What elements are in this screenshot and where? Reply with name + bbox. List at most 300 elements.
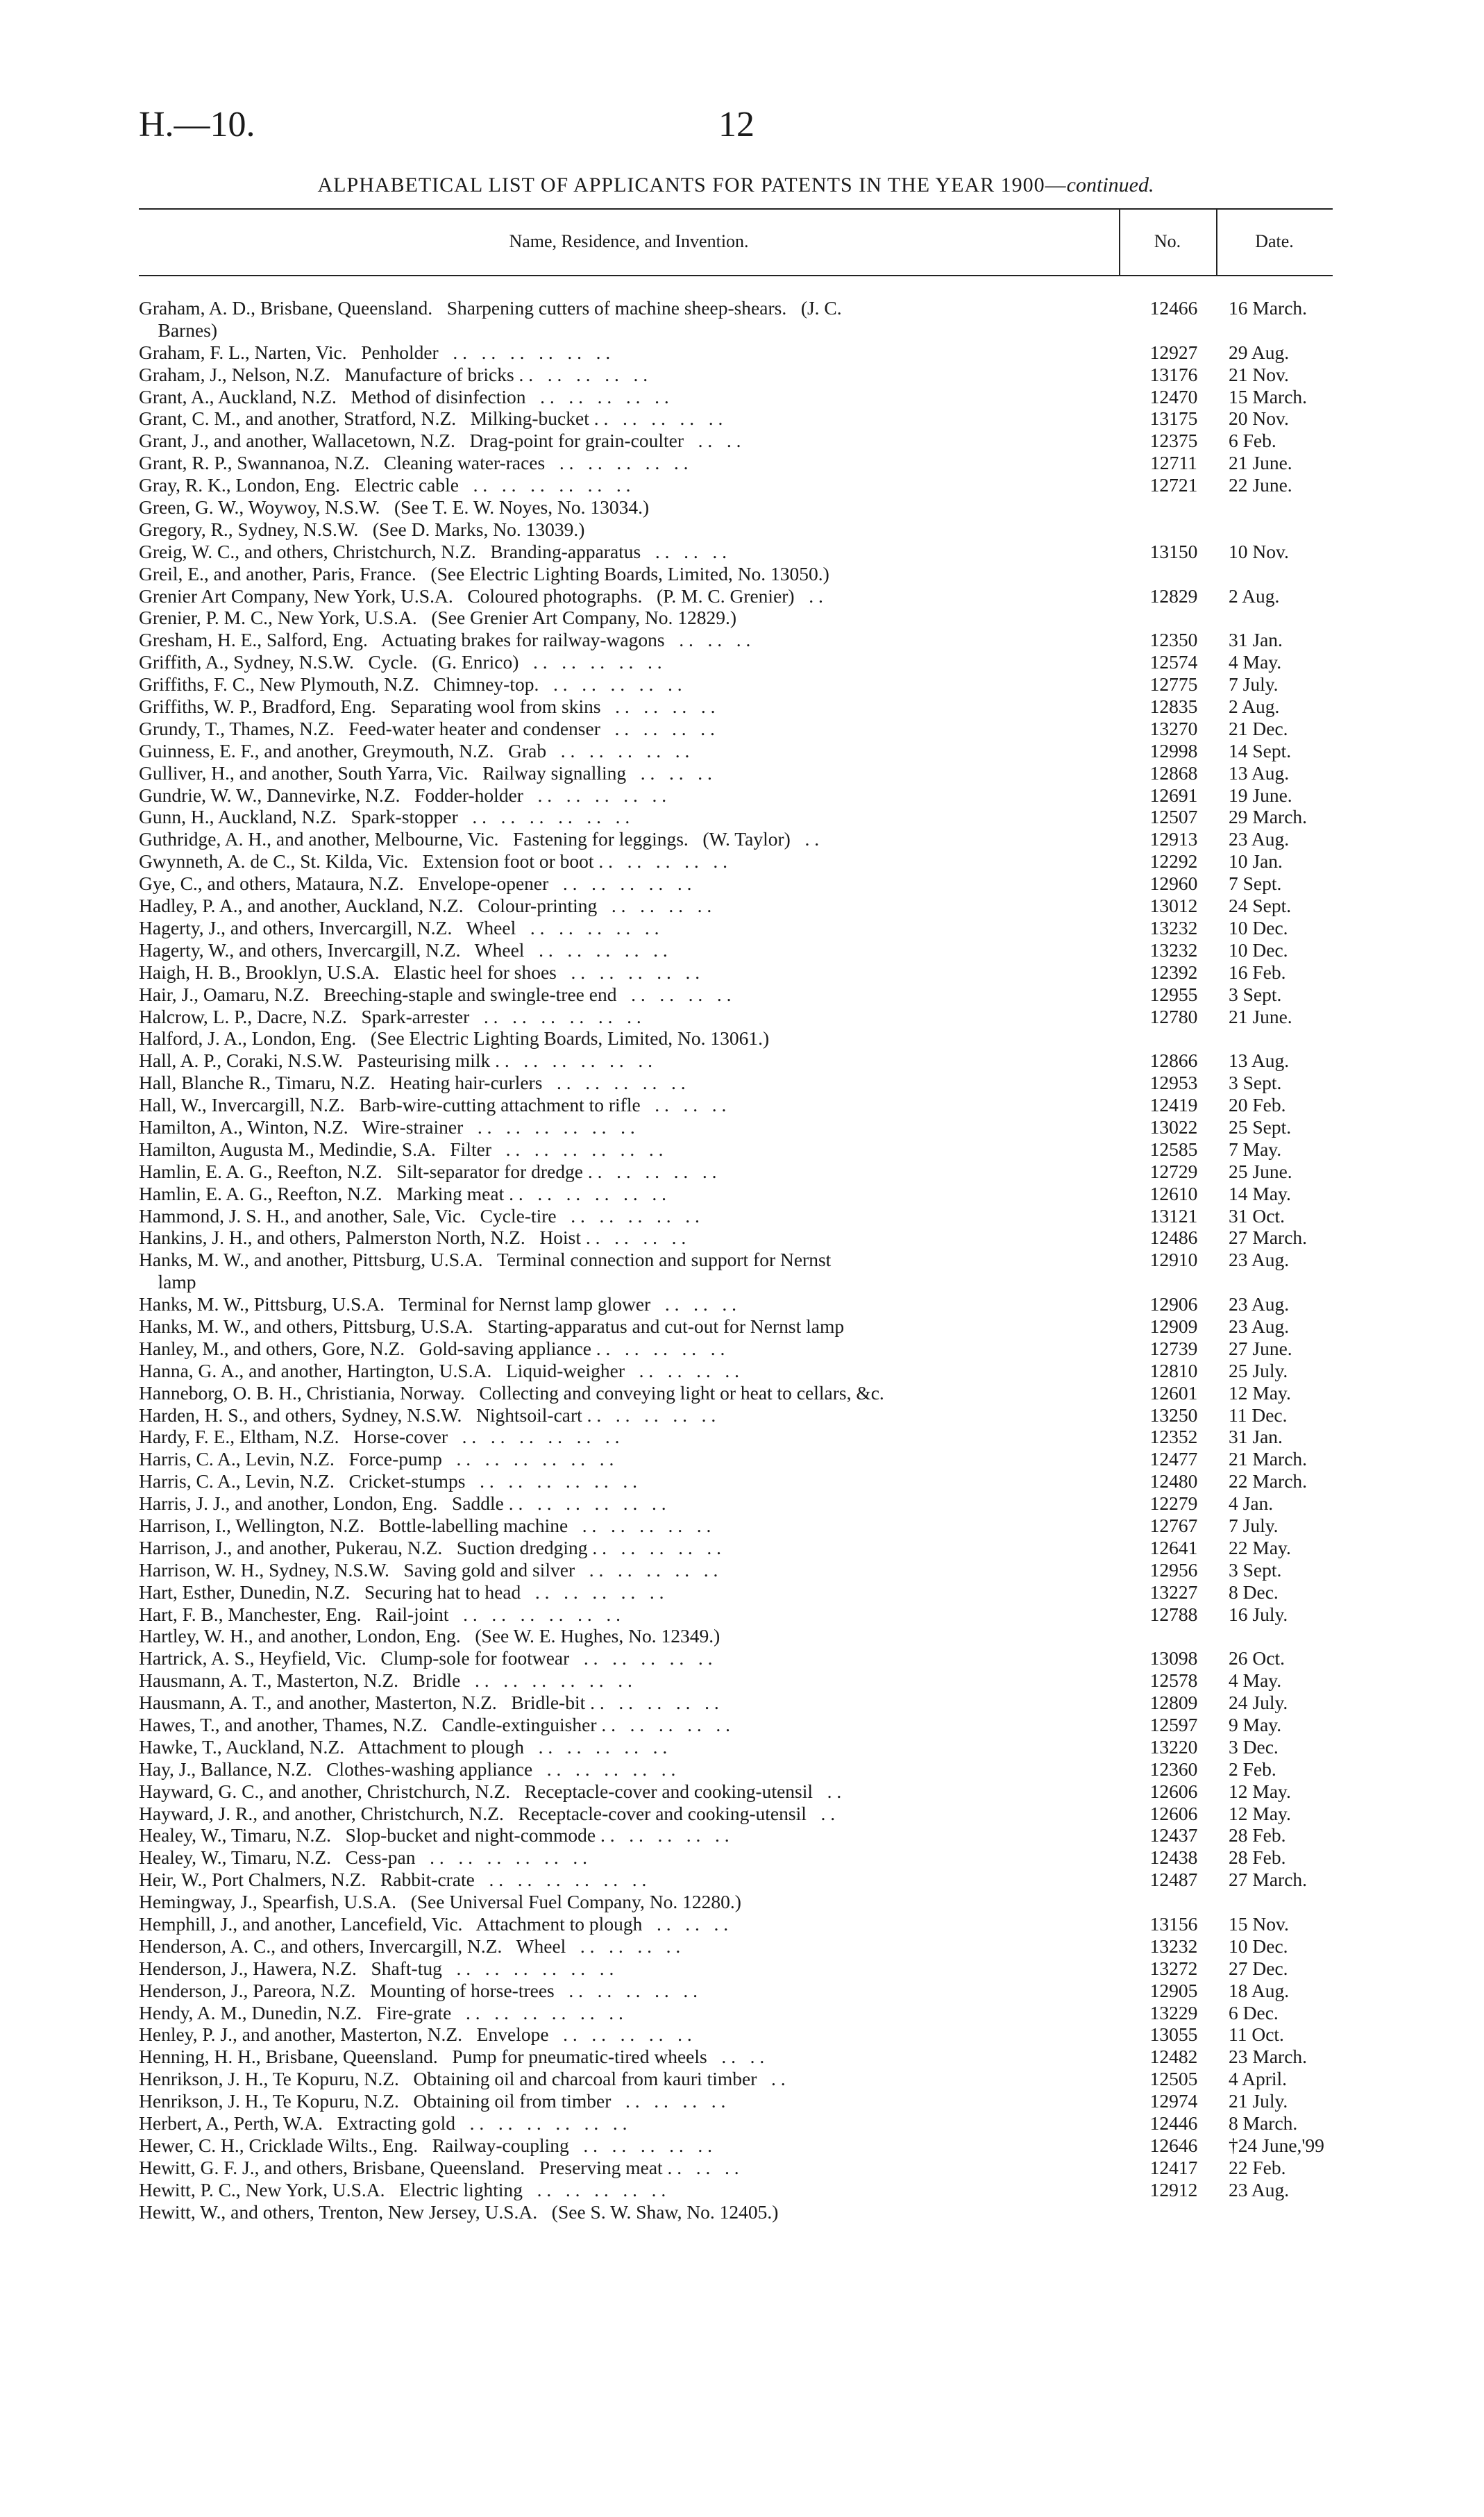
applicant-entry: Griffiths, W. P., Bradford, Eng. Separating wool from skins . . . . . . . . bbox=[139, 696, 716, 718]
table-row bbox=[139, 1006, 1333, 1028]
applicant-entry: Hart, Esther, Dunedin, N.Z. Securing hat to head . . . . . . . . . . bbox=[139, 1581, 664, 1603]
table-row bbox=[139, 452, 1333, 474]
patent-number: 12437 bbox=[1149, 1824, 1198, 1846]
application-date: 15 March. bbox=[1229, 385, 1308, 407]
table-row bbox=[139, 1183, 1333, 1205]
application-date: 25 Sept. bbox=[1229, 1116, 1292, 1138]
application-date: 21 Nov. bbox=[1229, 363, 1289, 385]
patent-number: 12910 bbox=[1149, 1249, 1198, 1271]
application-date: 29 Aug. bbox=[1229, 341, 1290, 363]
applicant-entry: Gresham, H. E., Salford, Eng. Actuating brakes for railway-wagons . . . . . . bbox=[139, 629, 751, 651]
table-row bbox=[139, 1205, 1333, 1227]
table-row bbox=[139, 1714, 1333, 1736]
patent-number: 12868 bbox=[1149, 761, 1198, 784]
patent-number: 12417 bbox=[1149, 2156, 1198, 2178]
patent-number: 12721 bbox=[1149, 474, 1198, 496]
applicant-entry: Healey, W., Timaru, N.Z. Slop-bucket and night-commode . . . . . . . . . . bbox=[139, 1824, 730, 1846]
applicant-entry: Harrison, I., Wellington, N.Z. Bottle-labelling machine . . . . . . . . . . bbox=[139, 1514, 711, 1536]
applicant-entry: Green, G. W., Woywoy, N.S.W. (See T. E. W. Noyes, No. 13034.) bbox=[139, 496, 650, 519]
applicant-entry: Henrikson, J. H., Te Kopuru, N.Z. Obtaining oil and charcoal from kauri timber . . bbox=[139, 2068, 786, 2090]
application-date: 21 July. bbox=[1229, 2090, 1288, 2112]
table-row bbox=[139, 984, 1333, 1006]
table-row bbox=[139, 1913, 1333, 1935]
applicant-entry: Hadley, P. A., and another, Auckland, N.Z. Colour-printing . . . . . . . . bbox=[139, 895, 712, 917]
applicant-entry: Hewer, C. H., Cricklade Wilts., Eng. Railway-coupling . . . . . . . . . . bbox=[139, 2134, 712, 2156]
table-row bbox=[139, 1360, 1333, 1382]
applicant-entry: Hanna, G. A., and another, Hartington, U.S.A. Liquid-weigher . . . . . . . . bbox=[139, 1359, 740, 1381]
table-row bbox=[139, 1161, 1333, 1183]
patent-number: 12438 bbox=[1149, 1846, 1198, 1869]
patent-number: 13176 bbox=[1149, 363, 1198, 385]
applicant-entry: Grenier, P. M. C., New York, U.S.A. (See Grenier Art Company, No. 12829.) bbox=[139, 607, 736, 629]
patent-number: 12606 bbox=[1149, 1802, 1198, 1824]
application-date: 8 Dec. bbox=[1229, 1581, 1279, 1603]
application-date: 19 June. bbox=[1229, 784, 1292, 806]
application-date: 14 Sept. bbox=[1229, 739, 1292, 761]
applicant-entry: Hay, J., Ballance, N.Z. Clothes-washing appliance . . . . . . . . . . bbox=[139, 1758, 676, 1780]
patent-number: 12419 bbox=[1149, 1094, 1198, 1116]
applicant-entry: Herbert, A., Perth, W.A. Extracting gold . . . . . . . . . . . . bbox=[139, 2112, 627, 2135]
table-row bbox=[139, 430, 1333, 452]
patent-number: 13175 bbox=[1149, 407, 1198, 430]
table-row bbox=[139, 1958, 1333, 1980]
application-date: 28 Feb. bbox=[1229, 1824, 1286, 1846]
applicant-entry: Hanks, M. W., and another, Pittsburg, U.S.A. Terminal connection and support for Nernst bbox=[139, 1249, 832, 1271]
application-date: 23 Aug. bbox=[1229, 828, 1290, 850]
patent-number: 13232 bbox=[1149, 1935, 1198, 1957]
application-date: 2 Aug. bbox=[1229, 696, 1280, 718]
table-row bbox=[139, 607, 1333, 629]
table-row bbox=[139, 629, 1333, 651]
application-date: 21 June. bbox=[1229, 1005, 1292, 1027]
application-date: 13 Aug. bbox=[1229, 1050, 1290, 1072]
patent-number: 12691 bbox=[1149, 784, 1198, 806]
applicant-entry: Hardy, F. E., Eltham, N.Z. Horse-cover . . . . . . . . . . . . bbox=[139, 1426, 620, 1448]
table-row bbox=[139, 1492, 1333, 1515]
table-row bbox=[139, 961, 1333, 984]
application-date: 4 April. bbox=[1229, 2068, 1288, 2090]
table-row bbox=[139, 873, 1333, 895]
application-date: 22 Feb. bbox=[1229, 2156, 1286, 2178]
application-date: 6 Dec. bbox=[1229, 2001, 1279, 2023]
table-row bbox=[139, 1138, 1333, 1161]
patent-number: 12711 bbox=[1150, 452, 1197, 474]
applicant-entry: Henley, P. J., and another, Masterton, N.Z. Envelope . . . . . . . . . . bbox=[139, 2023, 692, 2046]
patent-number: 12998 bbox=[1149, 739, 1198, 761]
table-row bbox=[139, 673, 1333, 696]
table-row bbox=[139, 651, 1333, 673]
applicant-entry: Halcrow, L. P., Dacre, N.Z. Spark-arrester . . . . . . . . . . . . bbox=[139, 1005, 641, 1027]
application-date: 27 June. bbox=[1229, 1337, 1292, 1359]
table-row bbox=[139, 1072, 1333, 1094]
applicant-entry: Hayward, G. C., and another, Christchurch, N.Z. Receptacle-cover and cooking-utensil . . bbox=[139, 1780, 842, 1802]
table-row bbox=[139, 1891, 1333, 1913]
patent-number: 12480 bbox=[1149, 1470, 1198, 1492]
table-row bbox=[139, 2112, 1333, 2135]
applicant-entry: Gregory, R., Sydney, N.S.W. (See D. Marks, No. 13039.) bbox=[139, 518, 585, 540]
application-date: 22 March. bbox=[1229, 1470, 1308, 1492]
applicant-entry: Grant, A., Auckland, N.Z. Method of disinfection . . . . . . . . . . bbox=[139, 385, 669, 407]
patent-number: 12906 bbox=[1149, 1293, 1198, 1315]
application-date: 21 March. bbox=[1229, 1448, 1308, 1470]
applicant-entry: Harris, J. J., and another, London, Eng. Saddle . . . . . . . . . . . . bbox=[139, 1492, 666, 1515]
table-row bbox=[139, 1803, 1333, 1825]
applicant-entry: Graham, F. L., Narten, Vic. Penholder . . . . . . . . . . . . bbox=[139, 341, 611, 363]
application-date: 10 Nov. bbox=[1229, 540, 1289, 562]
table-row bbox=[139, 364, 1333, 386]
table-row bbox=[139, 1094, 1333, 1116]
application-date: 23 March. bbox=[1229, 2046, 1308, 2068]
application-date: 11 Oct. bbox=[1229, 2023, 1284, 2046]
patent-number: 12352 bbox=[1149, 1426, 1198, 1448]
table-row bbox=[139, 519, 1333, 541]
patent-number: 12775 bbox=[1149, 673, 1198, 696]
patent-number: 12375 bbox=[1149, 430, 1198, 452]
table-row bbox=[139, 2090, 1333, 2112]
table-row bbox=[139, 1227, 1333, 1249]
applicant-entry: Hamlin, E. A. G., Reefton, N.Z. Marking meat . . . . . . . . . . . . bbox=[139, 1182, 666, 1204]
patent-number: 12956 bbox=[1149, 1558, 1198, 1581]
table-row bbox=[139, 2068, 1333, 2090]
applicant-entry: Grant, C. M., and another, Stratford, N.Z. Milking-bucket . . . . . . . . . . bbox=[139, 407, 723, 430]
title-main: ALPHABETICAL LIST OF APPLICANTS FOR PATENTS IN THE YEAR 1900— bbox=[317, 174, 1067, 196]
applicant-entry: Hagerty, J., and others, Invercargill, N.Z. Wheel . . . . . . . . . . bbox=[139, 916, 659, 938]
table-row bbox=[139, 1426, 1333, 1448]
applicant-entry: Harris, C. A., Levin, N.Z. Force-pump . . . . . . . . . . . . bbox=[139, 1448, 614, 1470]
application-date: 26 Oct. bbox=[1229, 1647, 1285, 1669]
patent-number: 13220 bbox=[1149, 1735, 1198, 1758]
patent-number: 12953 bbox=[1149, 1072, 1198, 1094]
patent-number: 12913 bbox=[1149, 828, 1198, 850]
applicant-entry: Gye, C., and others, Mataura, N.Z. Envelope-opener . . . . . . . . . . bbox=[139, 873, 692, 895]
patent-number: 13232 bbox=[1149, 938, 1198, 961]
applicant-entry: Guinness, E. F., and another, Greymouth, N.Z. Grab . . . . . . . . . . bbox=[139, 739, 690, 761]
application-date: 25 June. bbox=[1229, 1160, 1292, 1182]
document-reference: H.—10. bbox=[139, 105, 255, 144]
applicant-entry: Gundrie, W. W., Dannevirke, N.Z. Fodder-holder . . . . . . . . . . bbox=[139, 784, 667, 806]
patent-number: 12866 bbox=[1149, 1050, 1198, 1072]
applicant-entry: lamp bbox=[139, 1271, 196, 1293]
patent-number: 12279 bbox=[1149, 1492, 1198, 1515]
patent-number: 13232 bbox=[1149, 916, 1198, 938]
table-row bbox=[139, 1603, 1333, 1626]
patent-number: 12470 bbox=[1149, 385, 1198, 407]
applicant-entry: Hanley, M., and others, Gore, N.Z. Gold-saving appliance . . . . . . . . . . bbox=[139, 1337, 725, 1359]
table-row bbox=[139, 1692, 1333, 1714]
table-row bbox=[139, 563, 1333, 585]
table-row bbox=[139, 541, 1333, 563]
table-row bbox=[139, 1824, 1333, 1846]
application-date: 7 July. bbox=[1229, 1514, 1279, 1536]
application-date: 4 May. bbox=[1229, 651, 1282, 673]
table-row bbox=[139, 1537, 1333, 1559]
applicant-entry: Hayward, J. R., and another, Christchurch, N.Z. Receptacle-cover and cooking-utensil . . bbox=[139, 1802, 836, 1824]
application-date: 8 March. bbox=[1229, 2112, 1298, 2135]
patent-number: 12729 bbox=[1149, 1160, 1198, 1182]
application-date: 3 Sept. bbox=[1229, 1558, 1282, 1581]
applicant-entry: Grant, J., and another, Wallacetown, N.Z. Drag-point for grain-coulter . . . . bbox=[139, 430, 741, 452]
applicant-entry: Henning, H. H., Brisbane, Queensland. Pump for pneumatic-tired wheels . . . . bbox=[139, 2046, 765, 2068]
application-date: 22 May. bbox=[1229, 1536, 1291, 1558]
application-date: 10 Dec. bbox=[1229, 1935, 1288, 1957]
applicant-entry: Henderson, J., Hawera, N.Z. Shaft-tug . . . . . . . . . . . . bbox=[139, 1957, 614, 1979]
application-date: 16 July. bbox=[1229, 1603, 1288, 1625]
application-date: 16 Feb. bbox=[1229, 961, 1286, 983]
patent-number: 12350 bbox=[1149, 629, 1198, 651]
patent-number: 13121 bbox=[1149, 1204, 1198, 1227]
patent-number: 13098 bbox=[1149, 1647, 1198, 1669]
patent-number: 12486 bbox=[1149, 1227, 1198, 1249]
applicant-entry: Hair, J., Oamaru, N.Z. Breeching-staple and swingle-tree end . . . . . . . . bbox=[139, 983, 732, 1005]
application-date: 18 Aug. bbox=[1229, 1979, 1290, 2001]
table-row bbox=[139, 297, 1333, 319]
patent-number: 12646 bbox=[1149, 2134, 1198, 2156]
application-date: 16 March. bbox=[1229, 297, 1308, 319]
application-date: 2 Feb. bbox=[1229, 1758, 1276, 1780]
table-row bbox=[139, 1736, 1333, 1758]
application-date: 14 May. bbox=[1229, 1182, 1291, 1204]
patent-number: 13229 bbox=[1149, 2001, 1198, 2023]
application-date: 6 Feb. bbox=[1229, 430, 1276, 452]
patent-number: 13250 bbox=[1149, 1404, 1198, 1426]
table-row bbox=[139, 2023, 1333, 2046]
table-row bbox=[139, 2157, 1333, 2179]
applicant-list bbox=[139, 297, 1333, 2223]
table-row bbox=[139, 939, 1333, 961]
table-row bbox=[139, 2046, 1333, 2068]
application-date: 20 Feb. bbox=[1229, 1094, 1286, 1116]
applicant-entry: Gray, R. K., London, Eng. Electric cable . . . . . . . . . . . . bbox=[139, 474, 631, 496]
applicant-entry: Harrison, W. H., Sydney, N.S.W. Saving gold and silver . . . . . . . . . . bbox=[139, 1558, 718, 1581]
application-date: 22 June. bbox=[1229, 474, 1292, 496]
table-row bbox=[139, 696, 1333, 718]
patent-number: 12392 bbox=[1149, 961, 1198, 983]
table-row bbox=[139, 2002, 1333, 2024]
patent-number: 12487 bbox=[1149, 1869, 1198, 1891]
patent-number: 12505 bbox=[1149, 2068, 1198, 2090]
patent-number: 13012 bbox=[1149, 895, 1198, 917]
applicant-entry: Harrison, J., and another, Pukerau, N.Z. Suction dredging . . . . . . . . . . bbox=[139, 1536, 722, 1558]
applicant-entry: Hewitt, G. F. J., and others, Brisbane, Queensland. Preserving meat . . . . . . bbox=[139, 2156, 739, 2178]
application-date: 31 Oct. bbox=[1229, 1204, 1285, 1227]
applicant-entry: Hartrick, A. S., Heyfield, Vic. Clump-sole for footwear . . . . . . . . . . bbox=[139, 1647, 713, 1669]
applicant-entry: Gulliver, H., and another, South Yarra, Vic. Railway signalling . . . . . . bbox=[139, 761, 712, 784]
application-date: 29 March. bbox=[1229, 806, 1308, 828]
patent-number: 12507 bbox=[1149, 806, 1198, 828]
patent-number: 12835 bbox=[1149, 696, 1198, 718]
column-header-no: No. bbox=[1154, 231, 1181, 251]
patent-number: 12955 bbox=[1149, 983, 1198, 1005]
table-row bbox=[139, 1050, 1333, 1072]
application-date: 23 Aug. bbox=[1229, 1315, 1290, 1337]
patent-number: 12960 bbox=[1149, 873, 1198, 895]
application-date: 27 March. bbox=[1229, 1227, 1308, 1249]
applicant-entry: Greig, W. C., and others, Christchurch, N.Z. Branding-apparatus . . . . . . bbox=[139, 540, 727, 562]
patent-number: 12641 bbox=[1149, 1536, 1198, 1558]
applicant-entry: Hemingway, J., Spearfish, U.S.A. (See Universal Fuel Company, No. 12280.) bbox=[139, 1891, 741, 1913]
application-date: 7 May. bbox=[1229, 1138, 1282, 1160]
applicant-entry: Hagerty, W., and others, Invercargill, N.Z. Wheel . . . . . . . . . . bbox=[139, 938, 668, 961]
table-row bbox=[139, 1315, 1333, 1338]
patent-number: 12292 bbox=[1149, 850, 1198, 873]
application-date: 7 Sept. bbox=[1229, 873, 1282, 895]
application-date: 10 Dec. bbox=[1229, 938, 1288, 961]
applicant-entry: Griffith, A., Sydney, N.S.W. Cycle. (G. Enrico) . . . . . . . . . . bbox=[139, 651, 662, 673]
applicant-entry: Hanks, M. W., and others, Pittsburg, U.S.A. Starting-apparatus and cut-out for Nernst lamp bbox=[139, 1315, 845, 1337]
patent-number: 12780 bbox=[1149, 1005, 1198, 1027]
applicant-entry: Henderson, J., Pareora, N.Z. Mounting of horse-trees . . . . . . . . . . bbox=[139, 1979, 698, 2001]
table-row bbox=[139, 762, 1333, 784]
table-top-rule bbox=[139, 208, 1333, 210]
table-row bbox=[139, 342, 1333, 364]
application-date: 31 Jan. bbox=[1229, 629, 1283, 651]
applicant-entry: Hawes, T., and another, Thames, N.Z. Candle-extinguisher . . . . . . . . . . bbox=[139, 1714, 730, 1735]
application-date: 27 March. bbox=[1229, 1869, 1308, 1891]
patent-number: 12788 bbox=[1149, 1603, 1198, 1625]
applicant-entry: Griffiths, F. C., New Plymouth, N.Z. Chimney-top. . . . . . . . . . . bbox=[139, 673, 682, 696]
application-date: 4 May. bbox=[1229, 1669, 1282, 1692]
application-date: 2 Aug. bbox=[1229, 584, 1280, 607]
applicant-entry: Hamlin, E. A. G., Reefton, N.Z. Silt-separator for dredge . . . . . . . . . . bbox=[139, 1160, 717, 1182]
patent-number: 13156 bbox=[1149, 1913, 1198, 1935]
table-row bbox=[139, 828, 1333, 850]
table-row bbox=[139, 2179, 1333, 2201]
table-row bbox=[139, 806, 1333, 828]
title-continued: continued. bbox=[1066, 174, 1154, 196]
application-date: 3 Sept. bbox=[1229, 1072, 1282, 1094]
table-row bbox=[139, 1382, 1333, 1404]
patent-number: 12809 bbox=[1149, 1692, 1198, 1714]
patent-number: 12912 bbox=[1149, 2178, 1198, 2200]
application-date: 12 May. bbox=[1229, 1780, 1291, 1802]
application-date: 7 July. bbox=[1229, 673, 1279, 696]
table-row bbox=[139, 1625, 1333, 1647]
applicant-entry: Hendy, A. M., Dunedin, N.Z. Fire-grate . . . . . . . . . . . . bbox=[139, 2001, 623, 2023]
applicant-entry: Graham, J., Nelson, N.Z. Manufacture of bricks . . . . . . . . . . bbox=[139, 363, 648, 385]
applicant-entry: Healey, W., Timaru, N.Z. Cess-pan . . . . . . . . . . . . bbox=[139, 1846, 587, 1869]
table-row bbox=[139, 1293, 1333, 1315]
applicant-entry: Hammond, J. S. H., and another, Sale, Vic. Cycle-tire . . . . . . . . . . bbox=[139, 1204, 700, 1227]
page-number: 12 bbox=[718, 105, 754, 144]
table-row bbox=[139, 895, 1333, 917]
patent-number: 12466 bbox=[1149, 297, 1198, 319]
page-title bbox=[139, 174, 1333, 197]
table-row bbox=[139, 1669, 1333, 1692]
applicant-entry: Henderson, A. C., and others, Invercargill, N.Z. Wheel . . . . . . . . bbox=[139, 1935, 681, 1957]
applicant-entry: Henrikson, J. H., Te Kopuru, N.Z. Obtaining oil from timber . . . . . . . . bbox=[139, 2090, 726, 2112]
patent-number: 12909 bbox=[1149, 1315, 1198, 1337]
patent-number: 12739 bbox=[1149, 1337, 1198, 1359]
applicant-entry: Halford, J. A., London, Eng. (See Electric Lighting Boards, Limited, No. 13061.) bbox=[139, 1027, 770, 1050]
application-date: 21 June. bbox=[1229, 452, 1292, 474]
applicant-entry: Harris, C. A., Levin, N.Z. Cricket-stumps . . . . . . . . . . . . bbox=[139, 1470, 637, 1492]
application-date: 21 Dec. bbox=[1229, 717, 1288, 739]
application-date: 25 July. bbox=[1229, 1359, 1288, 1381]
table-row bbox=[139, 1027, 1333, 1050]
application-date: 31 Jan. bbox=[1229, 1426, 1283, 1448]
applicant-entry: Hewitt, W., and others, Trenton, New Jersey, U.S.A. (See S. W. Shaw, No. 12405.) bbox=[139, 2200, 779, 2223]
applicant-entry: Gunn, H., Auckland, N.Z. Spark-stopper . . . . . . . . . . . . bbox=[139, 806, 630, 828]
application-date: 11 Dec. bbox=[1229, 1404, 1288, 1426]
applicant-entry: Hamilton, Augusta M., Medindie, S.A. Filter . . . . . . . . . . . . bbox=[139, 1138, 664, 1160]
application-date: 10 Dec. bbox=[1229, 916, 1288, 938]
applicant-entry: Hart, F. B., Manchester, Eng. Rail-joint . . . . . . . . . . . . bbox=[139, 1603, 621, 1625]
table-row bbox=[139, 1869, 1333, 1891]
application-date: 10 Jan. bbox=[1229, 850, 1283, 873]
patent-number: 12360 bbox=[1149, 1758, 1198, 1780]
application-date: 3 Dec. bbox=[1229, 1735, 1279, 1758]
table-row bbox=[139, 850, 1333, 873]
patent-number: 12601 bbox=[1149, 1381, 1198, 1404]
application-date: 28 Feb. bbox=[1229, 1846, 1286, 1869]
table-row bbox=[139, 319, 1333, 342]
application-date: †24 June,'99 bbox=[1229, 2134, 1324, 2156]
table-row bbox=[139, 1338, 1333, 1360]
table-row bbox=[139, 1980, 1333, 2002]
application-date: 20 Nov. bbox=[1229, 407, 1289, 430]
table-row bbox=[139, 407, 1333, 430]
applicant-entry: Hanneborg, O. B. H., Christiania, Norway. Collecting and conveying light or heat to cellars, &c. bbox=[139, 1381, 884, 1404]
applicant-entry: Hall, Blanche R., Timaru, N.Z. Heating hair-curlers . . . . . . . . . . bbox=[139, 1072, 686, 1094]
patent-number: 12767 bbox=[1149, 1514, 1198, 1536]
patent-number: 12610 bbox=[1149, 1182, 1198, 1204]
applicant-entry: Hall, A. P., Coraki, N.S.W. Pasteurising milk . . . . . . . . . . . . bbox=[139, 1050, 652, 1072]
table-row bbox=[139, 1559, 1333, 1581]
table-row bbox=[139, 2201, 1333, 2223]
patent-number: 12446 bbox=[1149, 2112, 1198, 2135]
application-date: 24 Sept. bbox=[1229, 895, 1292, 917]
table-row bbox=[139, 1249, 1333, 1271]
table-row bbox=[139, 1935, 1333, 1958]
applicant-entry: Haigh, H. B., Brooklyn, U.S.A. Elastic heel for shoes . . . . . . . . . . bbox=[139, 961, 700, 983]
table-row bbox=[139, 1758, 1333, 1781]
applicant-entry: Hall, W., Invercargill, N.Z. Barb-wire-cutting attachment to rifle . . . . . . bbox=[139, 1094, 727, 1116]
patent-number: 12585 bbox=[1149, 1138, 1198, 1160]
applicant-entry: Grundy, T., Thames, N.Z. Feed-water heater and condenser . . . . . . . . bbox=[139, 717, 715, 739]
applicant-entry: Gwynneth, A. de C., St. Kilda, Vic. Extension foot or boot . . . . . . . . . . bbox=[139, 850, 728, 873]
application-date: 12 May. bbox=[1229, 1802, 1291, 1824]
table-row bbox=[139, 740, 1333, 762]
applicant-entry: Hankins, J. H., and others, Palmerston North, N.Z. Hoist . . . . . . . . bbox=[139, 1227, 686, 1249]
table-row bbox=[139, 718, 1333, 740]
application-date: 15 Nov. bbox=[1229, 1913, 1289, 1935]
applicant-entry: Hanks, M. W., Pittsburg, U.S.A. Terminal for Nernst lamp glower . . . . . . bbox=[139, 1293, 736, 1315]
applicant-entry: Hamilton, A., Winton, N.Z. Wire-strainer . . . . . . . . . . . . bbox=[139, 1116, 635, 1138]
application-date: 23 Aug. bbox=[1229, 1293, 1290, 1315]
applicant-entry: Hausmann, A. T., and another, Masterton, N.Z. Bridle-bit . . . . . . . . . . bbox=[139, 1692, 719, 1714]
table-row bbox=[139, 1271, 1333, 1293]
application-date: 4 Jan. bbox=[1229, 1492, 1274, 1515]
table-row bbox=[139, 1470, 1333, 1492]
patent-number: 12477 bbox=[1149, 1448, 1198, 1470]
patent-number: 13272 bbox=[1149, 1957, 1198, 1979]
application-date: 13 Aug. bbox=[1229, 761, 1290, 784]
patent-number: 12810 bbox=[1149, 1359, 1198, 1381]
applicant-entry: Harden, H. S., and others, Sydney, N.S.W. Nightsoil-cart . . . . . . . . . . bbox=[139, 1404, 716, 1426]
table-row bbox=[139, 1515, 1333, 1537]
patent-number: 12578 bbox=[1149, 1669, 1198, 1692]
table-row bbox=[139, 496, 1333, 519]
table-row bbox=[139, 585, 1333, 607]
table-row bbox=[139, 2135, 1333, 2157]
patent-number: 12597 bbox=[1149, 1714, 1198, 1735]
patent-number: 12927 bbox=[1149, 341, 1198, 363]
patent-number: 13022 bbox=[1149, 1116, 1198, 1138]
patent-number: 13227 bbox=[1149, 1581, 1198, 1603]
table-row bbox=[139, 1116, 1333, 1138]
patent-number: 12905 bbox=[1149, 1979, 1198, 2001]
table-row bbox=[139, 1781, 1333, 1803]
